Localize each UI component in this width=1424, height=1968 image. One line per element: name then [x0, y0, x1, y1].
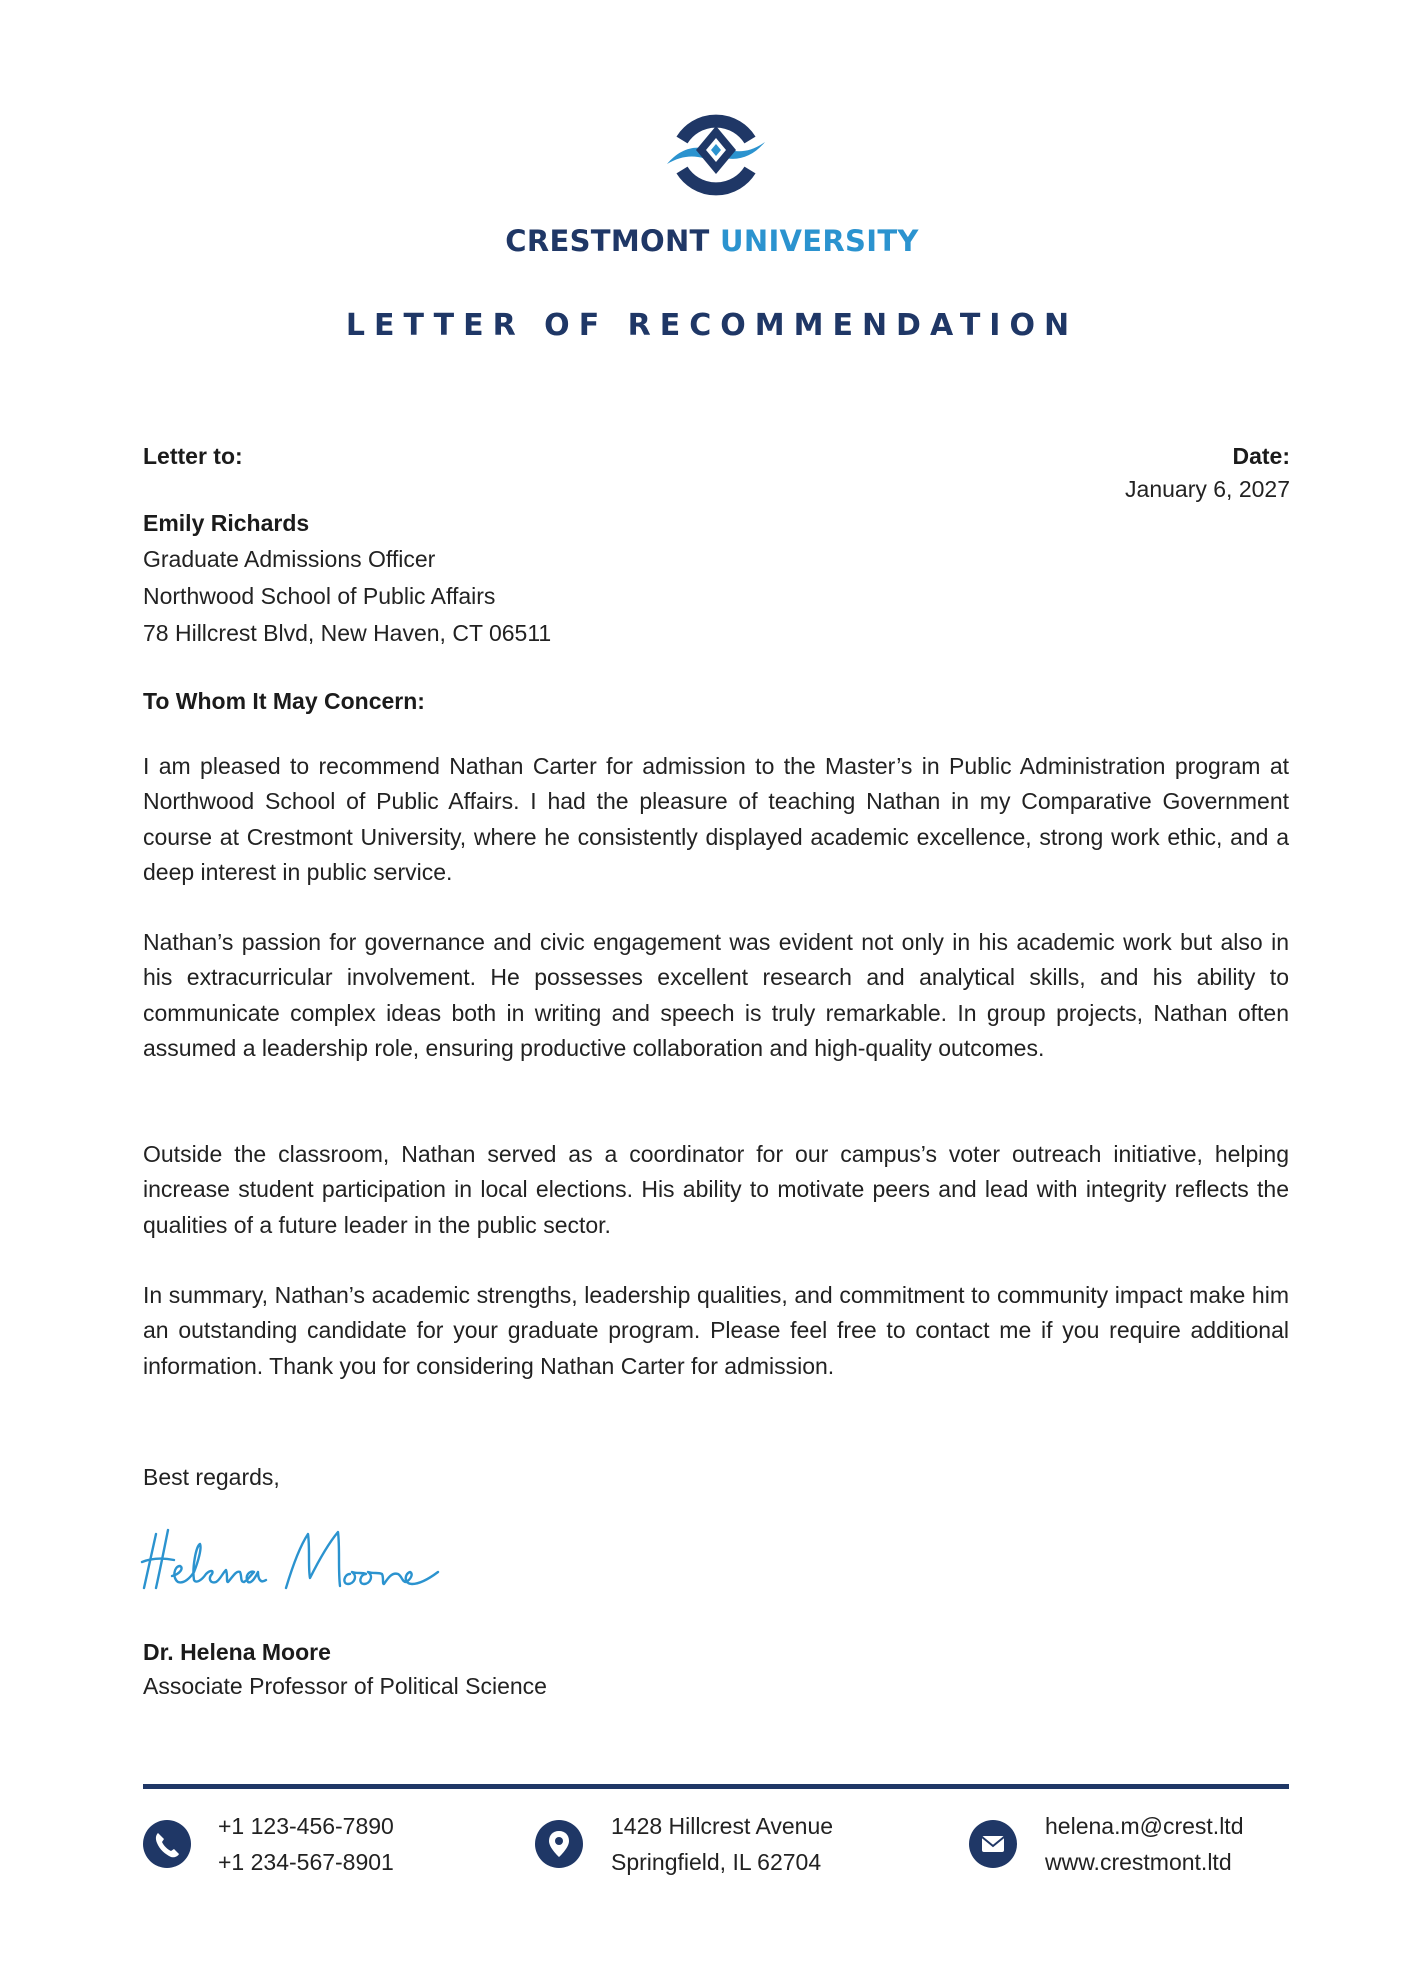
brand-name-secondary: UNIVERSITY [720, 224, 919, 258]
phone-number: +1 123-456-7890 [218, 1813, 394, 1839]
phone-icon [143, 1820, 191, 1868]
website-link[interactable]: www.crestmont.ltd [1045, 1849, 1232, 1875]
document-title: LETTER OF RECOMMENDATION [345, 308, 1079, 343]
body-paragraph: I am pleased to recommend Nathan Carter for admission to the Master’s in Public Administration program at Northwood School of Public Affairs. I had the pleasure of teaching Nathan in my Comparative Government course at Crestmont University, where he consistently displayed academic excellence, strong work ethic, and a deep interest in public service. [143, 753, 1289, 886]
recipient-address: 78 Hillcrest Blvd, New Haven, CT 06511 [143, 620, 552, 646]
letter-to-label: Letter to: [143, 443, 243, 469]
university-name [0, 224, 1424, 258]
footer-phone [218, 1808, 394, 1880]
salutation: To Whom It May Concern: [143, 688, 425, 714]
footer-divider [143, 1784, 1289, 1789]
location-pin-icon [535, 1820, 583, 1868]
footer-contact [1045, 1808, 1244, 1880]
envelope-icon [969, 1820, 1017, 1868]
phone-number: +1 234-567-8901 [218, 1849, 394, 1875]
signer-name: Dr. Helena Moore [143, 1639, 331, 1665]
handwritten-signature [138, 1518, 458, 1598]
recipient-title: Graduate Admissions Officer [143, 546, 436, 572]
signer-title: Associate Professor of Political Science [143, 1673, 547, 1699]
body-paragraph: In summary, Nathan’s academic strengths, leadership qualities, and commitment to community impact make him an outstanding candidate for your graduate program. Please feel free to contact me if you require additional information. Thank you for considering Nathan Carter for admission. [143, 1282, 1289, 1379]
body-paragraph: Nathan’s passion for governance and civic engagement was evident not only in his academic work but also in his extracurricular involvement. He possesses excellent research and analytical skills, and his ability to communicate complex ideas both in writing and speech is truly remarkable. In group projects, Nathan often assumed a leadership role, ensuring productive collaboration and high-quality outcomes. [143, 929, 1289, 1062]
email-address[interactable]: helena.m@crest.ltd [1045, 1813, 1244, 1839]
recipient-organization: Northwood School of Public Affairs [143, 583, 496, 609]
address-line: Springfield, IL 62704 [611, 1849, 822, 1875]
body-paragraph: Outside the classroom, Nathan served as a coordinator for our campus’s voter outreach initiative, helping increase student participation in local elections. His ability to motivate peers and lead with integrity reflects the qualities of a future leader in the public sector. [143, 1141, 1289, 1238]
brand-name-primary: CRESTMONT [505, 224, 710, 258]
letter-date: January 6, 2027 [1125, 476, 1290, 502]
footer-address [611, 1808, 833, 1880]
date-label: Date: [1232, 443, 1290, 469]
closing: Best regards, [143, 1464, 280, 1490]
university-logo [664, 104, 768, 204]
address-line: 1428 Hillcrest Avenue [611, 1813, 834, 1839]
recipient-name: Emily Richards [143, 510, 310, 536]
